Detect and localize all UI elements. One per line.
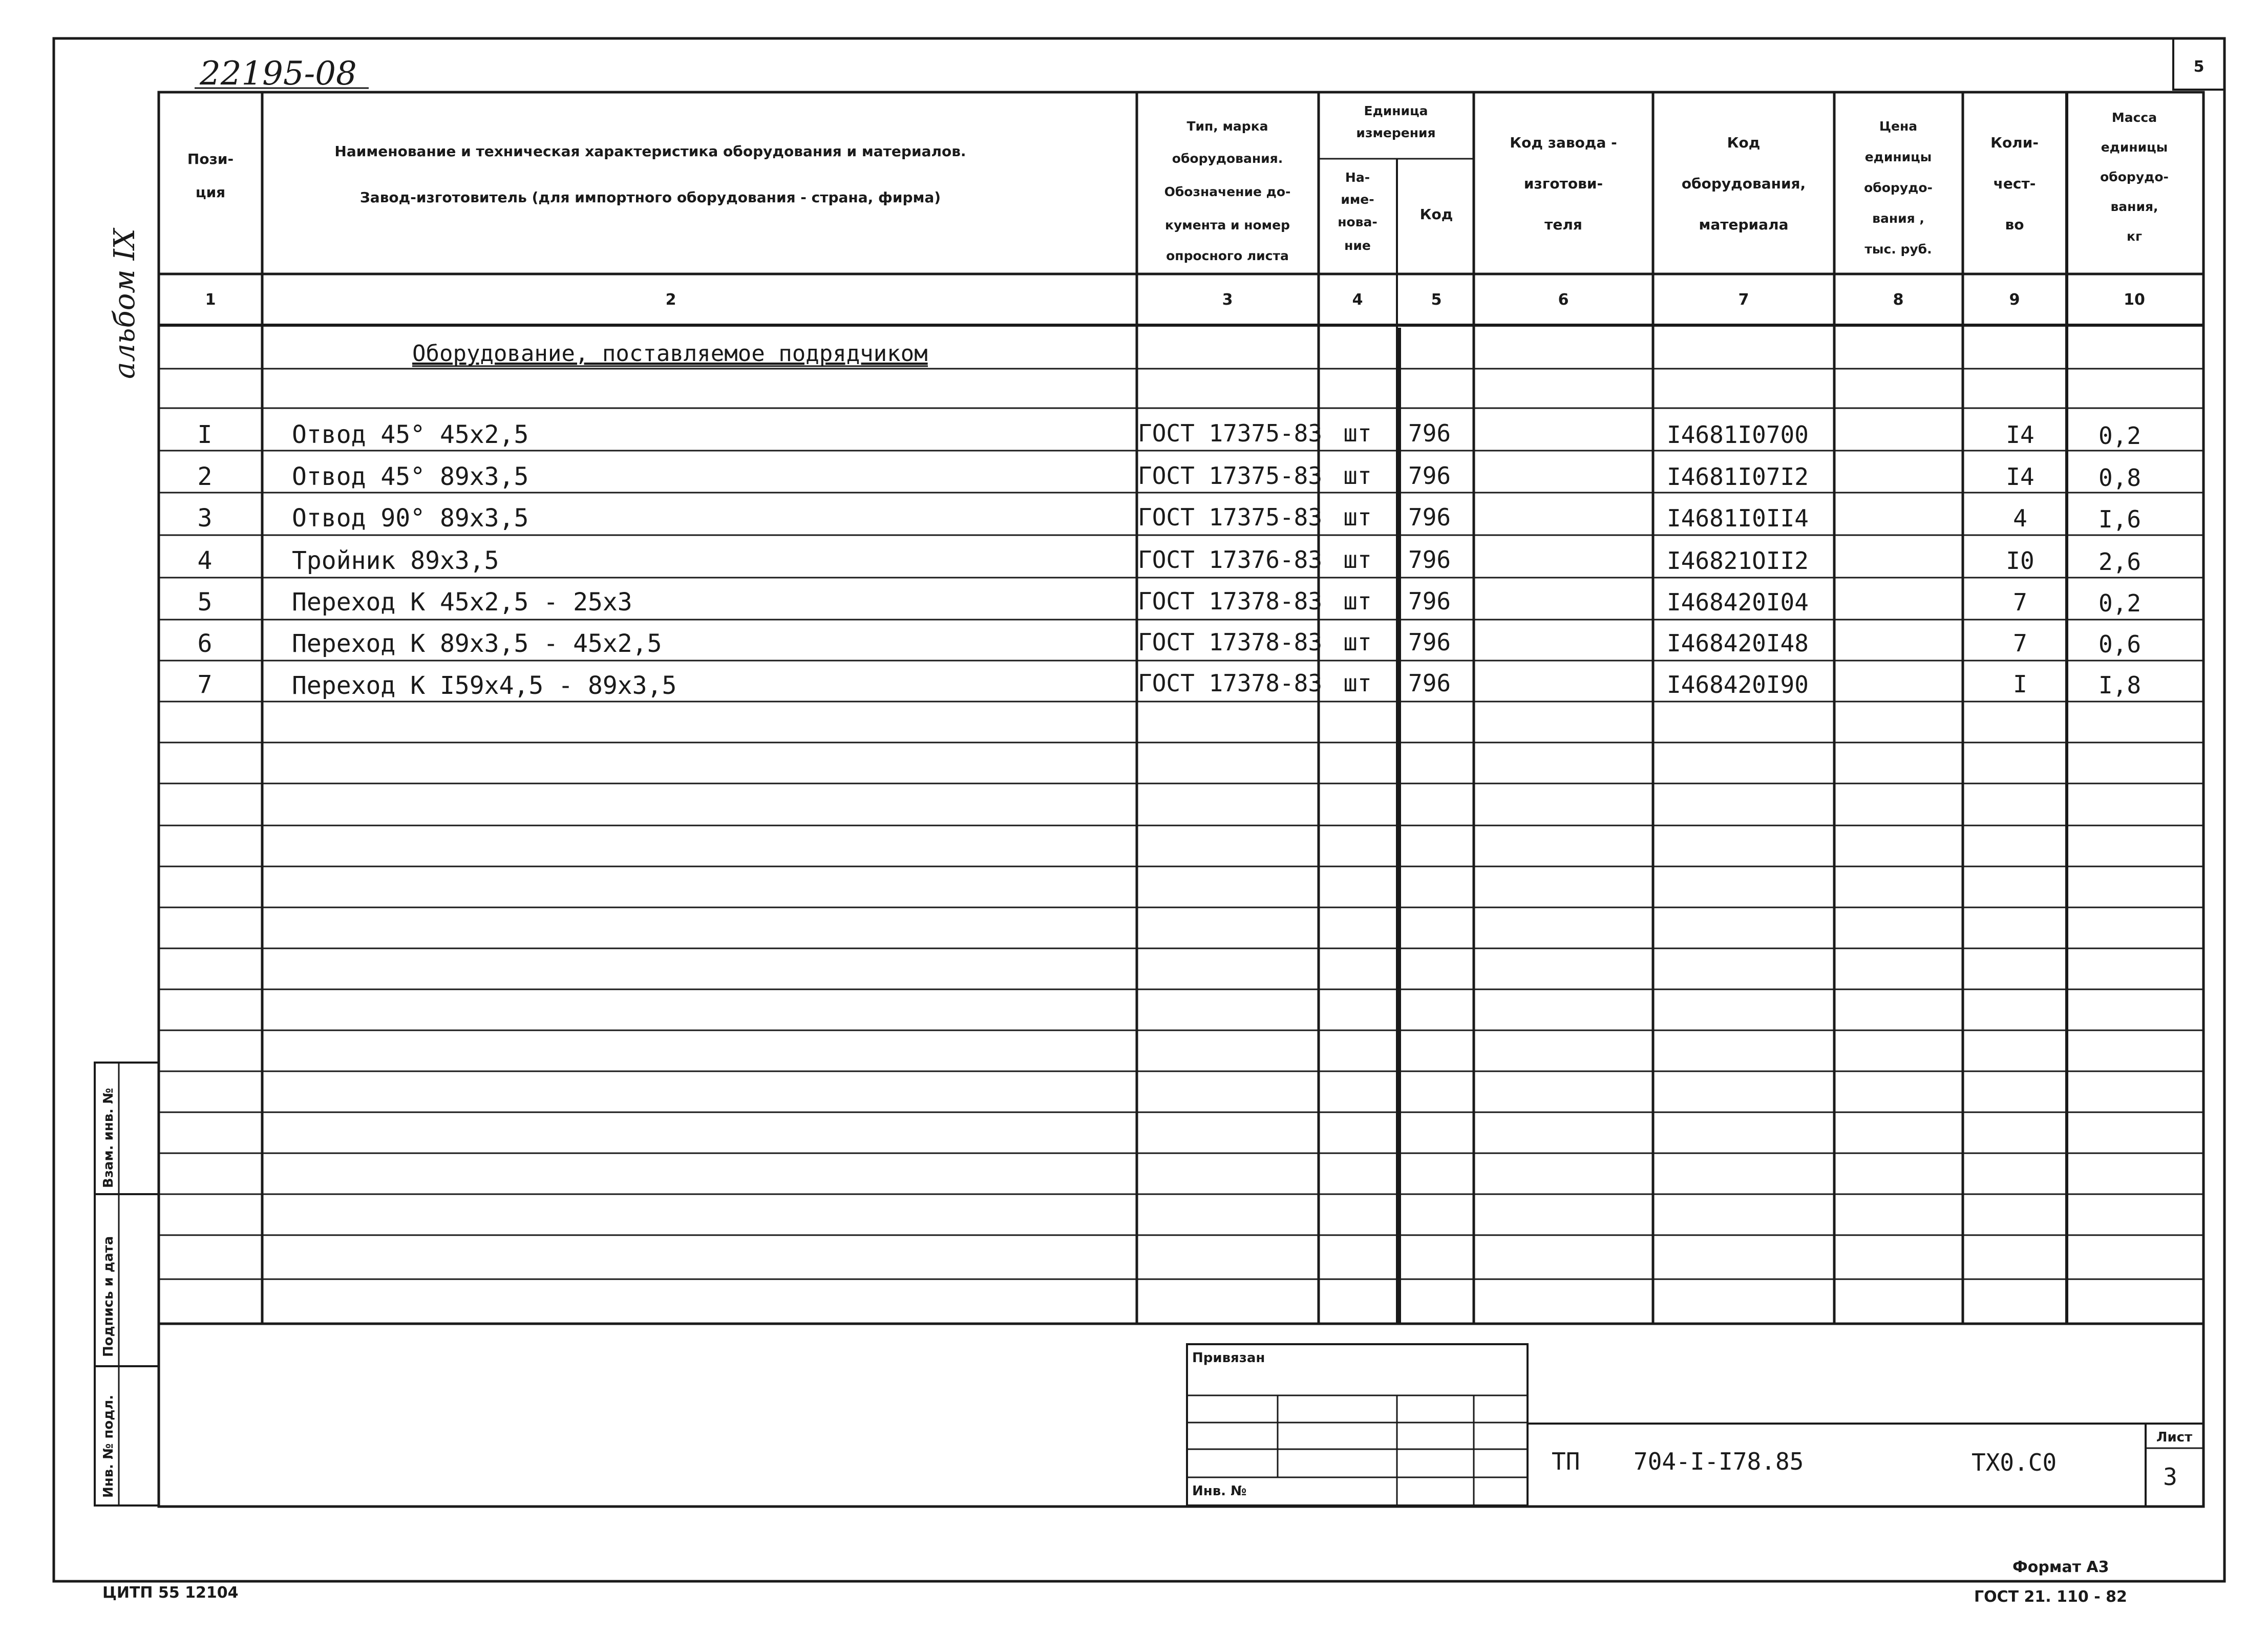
- table-row: [198, 587, 2142, 617]
- row-document: ГОСТ 17375-83: [1138, 462, 1323, 490]
- column-number: 6: [1558, 291, 1569, 309]
- row-document: ГОСТ 17375-83: [1138, 503, 1323, 531]
- header-doc-line4: кумента и номер: [1165, 218, 1290, 232]
- row-material-code: I468420I04: [1667, 588, 1809, 616]
- table-row: [198, 628, 2142, 658]
- table-header: [187, 103, 2169, 263]
- column-number: 5: [1431, 291, 1442, 309]
- project-code: 704-I-I78.85: [1634, 1448, 1804, 1475]
- header-qty-line3: во: [2005, 216, 2024, 233]
- column-number: 4: [1352, 291, 1363, 309]
- header-unit-name-line1: На-: [1345, 170, 1370, 185]
- header-qty-line1: Коли-: [1990, 134, 2039, 151]
- row-position: 2: [197, 462, 213, 491]
- row-material-code: I468420I90: [1667, 671, 1809, 698]
- row-mass: 0,6: [2099, 630, 2142, 658]
- row-quantity: 4: [2013, 504, 2027, 532]
- row-document: ГОСТ 17375-83: [1138, 419, 1323, 447]
- header-price-line2: единицы: [1864, 150, 1932, 164]
- header-unit-name-line4: ние: [1344, 238, 1371, 253]
- row-unit-code: 796: [1408, 628, 1451, 656]
- table-row: [198, 503, 2142, 533]
- row-unit: шт: [1343, 419, 1372, 447]
- header-qty-line2: чест-: [1993, 175, 2036, 192]
- table-row: [198, 419, 2142, 450]
- header-unit-line2: измерения: [1356, 125, 1436, 140]
- side-stamp-podpis: Подпись и дата: [101, 1236, 116, 1357]
- row-document: ГОСТ 17378-83: [1138, 669, 1323, 697]
- header-mass-line4: вания,: [2110, 199, 2158, 214]
- side-stamp-inv: Инв. № подл.: [101, 1394, 116, 1498]
- header-unit-name-line2: име-: [1341, 192, 1374, 207]
- row-position: I: [197, 420, 213, 449]
- row-unit: шт: [1343, 546, 1372, 574]
- row-position: 6: [197, 629, 213, 658]
- table-row: [198, 546, 2142, 576]
- row-quantity: I4: [2006, 463, 2034, 491]
- header-price-line3: оборудо-: [1864, 180, 1933, 195]
- row-material-code: I4681I0700: [1667, 421, 1809, 449]
- album-label: альбом IX: [108, 228, 141, 379]
- header-mass-line1: Масса: [2111, 110, 2157, 125]
- header-name-line1: Наименование и техническая характеристика оборудования и материалов.: [334, 143, 966, 160]
- row-unit-code: 796: [1408, 419, 1451, 447]
- archive-number: 22195-08: [200, 55, 357, 93]
- sheet-label: Лист: [2156, 1430, 2193, 1445]
- header-unit-line1: Единица: [1364, 103, 1428, 118]
- column-number: 9: [2009, 291, 2020, 309]
- row-name: Отвод 45° 89x3,5: [292, 462, 529, 491]
- gost-label: ГОСТ 21. 110 - 82: [1974, 1588, 2127, 1606]
- header-factory-line1: Код завода -: [1510, 134, 1617, 151]
- row-quantity: 7: [2013, 588, 2027, 616]
- row-unit: шт: [1343, 503, 1372, 531]
- page-number: 5: [2193, 58, 2205, 76]
- header-code-line1: Код: [1727, 134, 1761, 151]
- row-position: 4: [197, 546, 213, 575]
- footer-left-code: ЦИТП 55 12104: [102, 1584, 239, 1602]
- header-price-line4: вания ,: [1872, 211, 1924, 226]
- column-number: 1: [205, 291, 216, 309]
- header-mass-line5: кг: [2126, 229, 2143, 244]
- privyazan-label: Привязан: [1192, 1350, 1265, 1366]
- table-row: [198, 462, 2142, 492]
- row-mass: 0,2: [2099, 589, 2142, 617]
- header-pos-line2: ция: [195, 184, 226, 201]
- header-price-line1: Цена: [1879, 119, 1918, 134]
- section-title: Оборудование, поставляемое подрядчиком: [412, 341, 928, 367]
- header-price-line5: тыс. руб.: [1864, 242, 1932, 257]
- row-unit: шт: [1343, 462, 1372, 490]
- header-unit-code: Код: [1419, 206, 1453, 223]
- header-doc-line5: опросного листа: [1166, 248, 1289, 263]
- header-mass-line3: оборудо-: [2100, 169, 2169, 184]
- header-mass-line2: единицы: [2101, 140, 2168, 155]
- row-name: Переход К 45x2,5 - 25x3: [292, 588, 632, 617]
- row-mass: I,6: [2099, 505, 2142, 533]
- row-unit: шт: [1343, 587, 1372, 615]
- row-material-code: I46821OII2: [1667, 547, 1809, 575]
- row-quantity: 7: [2013, 629, 2027, 657]
- row-material-code: I4681I07I2: [1667, 463, 1809, 491]
- row-unit-code: 796: [1408, 503, 1451, 531]
- row-unit: шт: [1343, 628, 1372, 656]
- row-material-code: I468420I48: [1667, 629, 1809, 657]
- column-number: 10: [2124, 291, 2145, 309]
- title-block: [1187, 1344, 2203, 1505]
- row-mass: I,8: [2099, 671, 2142, 699]
- row-name: Переход К I59x4,5 - 89x3,5: [292, 671, 677, 700]
- row-position: 5: [197, 588, 213, 617]
- header-factory-line2: изготови-: [1523, 175, 1603, 192]
- row-quantity: I: [2013, 670, 2027, 698]
- tp-label: ТП: [1552, 1448, 1580, 1475]
- row-name: Отвод 45° 45x2,5: [292, 420, 529, 449]
- row-mass: 0,2: [2099, 422, 2142, 450]
- header-doc-line1: Тип, марка: [1186, 119, 1268, 134]
- header-doc-line3: Обозначение до-: [1164, 184, 1291, 199]
- header-name-line2: Завод-изготовитель (для импортного оборудования - страна, фирма): [359, 189, 941, 206]
- inv-no-label: Инв. №: [1192, 1483, 1247, 1499]
- header-doc-line2: оборудования.: [1172, 151, 1283, 166]
- column-number: 7: [1738, 291, 1749, 309]
- row-quantity: I0: [2006, 547, 2034, 575]
- header-code-line3: материала: [1699, 216, 1789, 233]
- row-unit: шт: [1343, 669, 1372, 697]
- row-material-code: I4681I0II4: [1667, 504, 1809, 532]
- side-stamp-vzam: Взам. инв. №: [101, 1088, 116, 1188]
- format-label: Формат А3: [2012, 1558, 2109, 1576]
- column-number: 8: [1893, 291, 1904, 309]
- row-document: ГОСТ 17378-83: [1138, 587, 1323, 615]
- row-unit-code: 796: [1408, 546, 1451, 574]
- section-code: ТХ0.С0: [1972, 1449, 2057, 1476]
- row-quantity: I4: [2006, 421, 2034, 449]
- row-mass: 0,8: [2099, 464, 2142, 492]
- header-pos-line1: Пози-: [187, 151, 234, 167]
- row-position: 3: [197, 504, 213, 533]
- row-document: ГОСТ 17378-83: [1138, 628, 1323, 656]
- header-factory-line3: теля: [1544, 216, 1582, 233]
- row-name: Переход К 89x3,5 - 45x2,5: [292, 629, 662, 658]
- row-unit-code: 796: [1408, 462, 1451, 490]
- header-code-line2: оборудования,: [1681, 175, 1806, 192]
- column-number: 3: [1222, 291, 1233, 309]
- sheet-number: 3: [2163, 1463, 2177, 1491]
- row-unit-code: 796: [1408, 669, 1451, 697]
- column-number: 2: [665, 291, 676, 309]
- column-numbers-row: [205, 291, 2145, 309]
- side-stamp: [95, 1063, 159, 1505]
- header-unit-name-line3: нова-: [1338, 215, 1377, 229]
- table-row: [198, 669, 2142, 700]
- row-position: 7: [197, 670, 213, 699]
- row-document: ГОСТ 17376-83: [1138, 546, 1323, 574]
- row-name: Отвод 90° 89x3,5: [292, 504, 529, 533]
- row-unit-code: 796: [1408, 587, 1451, 615]
- sheet-frame: [54, 38, 2224, 1581]
- row-name: Тройник 89x3,5: [292, 546, 499, 575]
- row-mass: 2,6: [2099, 548, 2142, 576]
